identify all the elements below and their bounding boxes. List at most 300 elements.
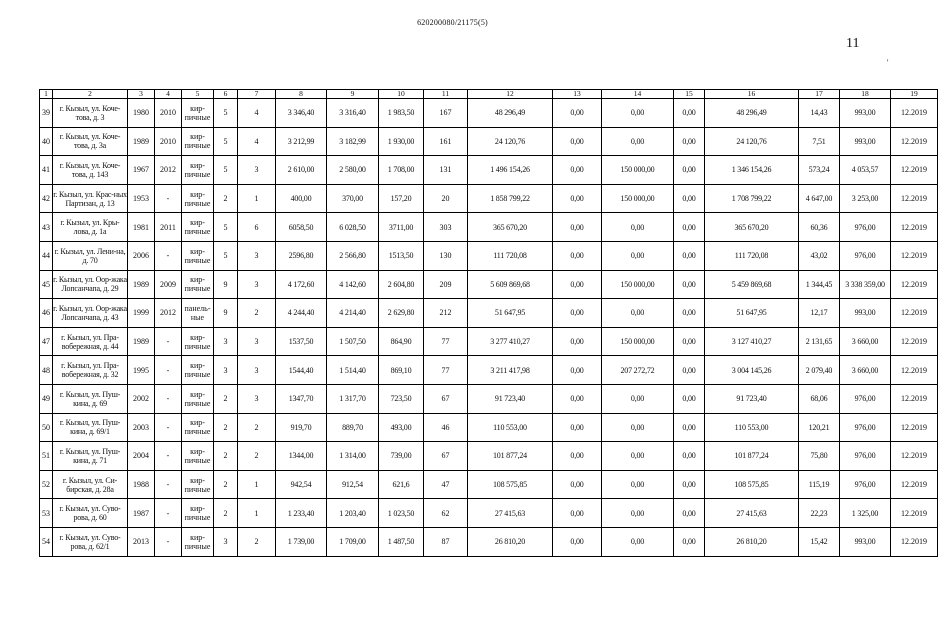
amount-col15-cell: 0,00	[674, 384, 705, 413]
table-row	[40, 356, 938, 385]
total-area-cell: 2 610,00	[276, 156, 327, 185]
year-col4-cell: 2010	[155, 99, 182, 128]
year-col4-cell: -	[155, 527, 182, 556]
amount-col16-cell: 111 720,08	[705, 241, 799, 270]
area-col10-cell: 864,90	[379, 327, 424, 356]
year-col4-cell: 2012	[155, 156, 182, 185]
amount-col16-cell: 3 004 145,26	[705, 356, 799, 385]
column-header-18: 18	[840, 90, 891, 99]
column-header-16: 16	[705, 90, 799, 99]
address-cell: г. Кызыл, ул. Лени-на, д. 70	[53, 241, 128, 270]
residents-cell: 67	[424, 442, 468, 471]
wall-material-cell: кир-пичные	[182, 213, 214, 242]
amount-col14-cell: 0,00	[602, 241, 674, 270]
residents-cell: 209	[424, 270, 468, 299]
year-built-cell: 1999	[128, 299, 155, 328]
total-area-cell: 4 172,60	[276, 270, 327, 299]
deadline-cell: 12.2019	[891, 299, 938, 328]
column-header-5: 5	[182, 90, 214, 99]
amount-col16-cell: 1 346 154,26	[705, 156, 799, 185]
table-row	[40, 213, 938, 242]
deadline-cell: 12.2019	[891, 442, 938, 471]
cost-total-cell: 110 553,00	[468, 413, 553, 442]
address-cell: г. Кызыл, ул. Си-бирская, д. 28а	[53, 470, 128, 499]
amount-col16-cell: 51 647,95	[705, 299, 799, 328]
wall-material-cell: кир-пичные	[182, 327, 214, 356]
amount-col17-cell: 573,24	[799, 156, 840, 185]
amount-col13-cell: 0,00	[553, 127, 602, 156]
column-header-6: 6	[214, 90, 238, 99]
address-cell: г. Кызыл, ул. Коче-това, д. 143	[53, 156, 128, 185]
residents-cell: 212	[424, 299, 468, 328]
amount-col18-cell: 3 338 359,00	[840, 270, 891, 299]
amount-col16-cell: 108 575,85	[705, 470, 799, 499]
amount-col15-cell: 0,00	[674, 356, 705, 385]
total-area-cell: 2596,80	[276, 241, 327, 270]
amount-col16-cell: 48 296,49	[705, 99, 799, 128]
amount-col18-cell: 976,00	[840, 241, 891, 270]
wall-material-cell: кир-пичные	[182, 184, 214, 213]
cost-total-cell: 3 277 410,27	[468, 327, 553, 356]
year-col4-cell: 2012	[155, 299, 182, 328]
amount-col18-cell: 993,00	[840, 127, 891, 156]
year-built-cell: 1981	[128, 213, 155, 242]
year-built-cell: 2006	[128, 241, 155, 270]
area-col9-cell: 1 709,00	[327, 527, 379, 556]
area-col10-cell: 739,00	[379, 442, 424, 471]
year-col4-cell: -	[155, 356, 182, 385]
amount-col18-cell: 993,00	[840, 527, 891, 556]
year-built-cell: 2003	[128, 413, 155, 442]
amount-col17-cell: 15,42	[799, 527, 840, 556]
header-row	[40, 90, 938, 99]
amount-col17-cell: 14,43	[799, 99, 840, 128]
wall-material-cell: кир-пичные	[182, 270, 214, 299]
deadline-cell: 12.2019	[891, 213, 938, 242]
floors-cell: 3	[214, 327, 238, 356]
entrances-cell: 4	[238, 127, 276, 156]
wall-material-cell: кир-пичные	[182, 527, 214, 556]
entrances-cell: 2	[238, 413, 276, 442]
column-header-14: 14	[602, 90, 674, 99]
amount-col13-cell: 0,00	[553, 270, 602, 299]
cost-total-cell: 26 810,20	[468, 527, 553, 556]
amount-col17-cell: 12,17	[799, 299, 840, 328]
row-number-cell: 40	[40, 127, 53, 156]
year-built-cell: 1953	[128, 184, 155, 213]
table-row	[40, 470, 938, 499]
entrances-cell: 3	[238, 270, 276, 299]
amount-col16-cell: 91 723,40	[705, 384, 799, 413]
column-header-9: 9	[327, 90, 379, 99]
amount-col17-cell: 115,19	[799, 470, 840, 499]
cost-total-cell: 1 858 799,22	[468, 184, 553, 213]
address-cell: г. Кызыл, ул. Пра-вобережная, д. 32	[53, 356, 128, 385]
row-number-cell: 45	[40, 270, 53, 299]
year-col4-cell: -	[155, 442, 182, 471]
amount-col15-cell: 0,00	[674, 442, 705, 471]
amount-col14-cell: 0,00	[602, 499, 674, 528]
amount-col16-cell: 26 810,20	[705, 527, 799, 556]
table-row	[40, 127, 938, 156]
floors-cell: 5	[214, 156, 238, 185]
amount-col13-cell: 0,00	[553, 499, 602, 528]
amount-col18-cell: 3 660,00	[840, 356, 891, 385]
entrances-cell: 1	[238, 184, 276, 213]
amount-col15-cell: 0,00	[674, 527, 705, 556]
address-cell: г. Кызыл, ул. Суво-рова, д. 60	[53, 499, 128, 528]
entrances-cell: 2	[238, 527, 276, 556]
total-area-cell: 3 212,99	[276, 127, 327, 156]
row-number-cell: 39	[40, 99, 53, 128]
area-col10-cell: 723,50	[379, 384, 424, 413]
floors-cell: 9	[214, 299, 238, 328]
wall-material-cell: кир-пичные	[182, 470, 214, 499]
total-area-cell: 1 233,40	[276, 499, 327, 528]
area-col9-cell: 1 203,40	[327, 499, 379, 528]
residents-cell: 77	[424, 356, 468, 385]
amount-col17-cell: 43,02	[799, 241, 840, 270]
residents-cell: 87	[424, 527, 468, 556]
area-col10-cell: 1513,50	[379, 241, 424, 270]
area-col9-cell: 3 182,99	[327, 127, 379, 156]
year-built-cell: 2004	[128, 442, 155, 471]
table-row	[40, 527, 938, 556]
area-col9-cell: 4 142,60	[327, 270, 379, 299]
year-built-cell: 2002	[128, 384, 155, 413]
row-number-cell: 52	[40, 470, 53, 499]
column-header-8: 8	[276, 90, 327, 99]
amount-col13-cell: 0,00	[553, 413, 602, 442]
year-col4-cell: 2009	[155, 270, 182, 299]
amount-col15-cell: 0,00	[674, 499, 705, 528]
entrances-cell: 3	[238, 327, 276, 356]
wall-material-cell: кир-пичные	[182, 499, 214, 528]
cost-total-cell: 5 609 869,68	[468, 270, 553, 299]
area-col9-cell: 370,00	[327, 184, 379, 213]
amount-col13-cell: 0,00	[553, 356, 602, 385]
wall-material-cell: кир-пичные	[182, 413, 214, 442]
address-cell: г. Кызыл, ул. Суво-рова, д. 62/1	[53, 527, 128, 556]
year-built-cell: 1995	[128, 356, 155, 385]
page-number: 11	[846, 36, 860, 51]
amount-col14-cell: 0,00	[602, 299, 674, 328]
floors-cell: 2	[214, 184, 238, 213]
amount-col14-cell: 150 000,00	[602, 156, 674, 185]
total-area-cell: 919,70	[276, 413, 327, 442]
area-col9-cell: 6 028,50	[327, 213, 379, 242]
amount-col15-cell: 0,00	[674, 413, 705, 442]
deadline-cell: 12.2019	[891, 241, 938, 270]
amount-col13-cell: 0,00	[553, 442, 602, 471]
floors-cell: 3	[214, 527, 238, 556]
area-col10-cell: 1 983,50	[379, 99, 424, 128]
amount-col18-cell: 976,00	[840, 384, 891, 413]
address-cell: г. Кызыл, ул. Коче-това, д. 3	[53, 99, 128, 128]
area-col9-cell: 1 507,50	[327, 327, 379, 356]
wall-material-cell: кир-пичные	[182, 356, 214, 385]
area-col10-cell: 1 930,00	[379, 127, 424, 156]
floors-cell: 5	[214, 241, 238, 270]
table-row	[40, 241, 938, 270]
wall-material-cell: кир-пичные	[182, 127, 214, 156]
year-built-cell: 1989	[128, 127, 155, 156]
year-built-cell: 1987	[128, 499, 155, 528]
area-col10-cell: 493,00	[379, 413, 424, 442]
deadline-cell: 12.2019	[891, 327, 938, 356]
cost-total-cell: 24 120,76	[468, 127, 553, 156]
amount-col18-cell: 1 325,00	[840, 499, 891, 528]
year-built-cell: 1967	[128, 156, 155, 185]
residents-cell: 131	[424, 156, 468, 185]
amount-col16-cell: 27 415,63	[705, 499, 799, 528]
area-col9-cell: 1 317,70	[327, 384, 379, 413]
amount-col15-cell: 0,00	[674, 470, 705, 499]
floors-cell: 5	[214, 213, 238, 242]
entrances-cell: 3	[238, 356, 276, 385]
row-number-cell: 43	[40, 213, 53, 242]
cost-total-cell: 108 575,85	[468, 470, 553, 499]
deadline-cell: 12.2019	[891, 156, 938, 185]
area-col9-cell: 912,54	[327, 470, 379, 499]
floors-cell: 5	[214, 99, 238, 128]
row-number-cell: 54	[40, 527, 53, 556]
address-cell: г. Кызыл, ул. Коче-това, д. 3а	[53, 127, 128, 156]
table-row	[40, 327, 938, 356]
deadline-cell: 12.2019	[891, 356, 938, 385]
table-row	[40, 384, 938, 413]
column-header-13: 13	[553, 90, 602, 99]
row-number-cell: 46	[40, 299, 53, 328]
cost-total-cell: 48 296,49	[468, 99, 553, 128]
area-col9-cell: 2 566,80	[327, 241, 379, 270]
area-col10-cell: 621,6	[379, 470, 424, 499]
year-col4-cell: 2011	[155, 213, 182, 242]
total-area-cell: 942,54	[276, 470, 327, 499]
amount-col18-cell: 976,00	[840, 213, 891, 242]
amount-col15-cell: 0,00	[674, 213, 705, 242]
amount-col14-cell: 0,00	[602, 213, 674, 242]
amount-col17-cell: 7,51	[799, 127, 840, 156]
year-col4-cell: -	[155, 184, 182, 213]
address-cell: г. Кызыл, ул. Кры-лова, д. 1а	[53, 213, 128, 242]
entrances-cell: 6	[238, 213, 276, 242]
amount-col15-cell: 0,00	[674, 99, 705, 128]
year-built-cell: 1989	[128, 270, 155, 299]
area-col10-cell: 1 708,00	[379, 156, 424, 185]
row-number-cell: 51	[40, 442, 53, 471]
amount-col14-cell: 0,00	[602, 470, 674, 499]
area-col10-cell: 157,20	[379, 184, 424, 213]
area-col10-cell: 869,10	[379, 356, 424, 385]
wall-material-cell: кир-пичные	[182, 99, 214, 128]
amount-col16-cell: 24 120,76	[705, 127, 799, 156]
floors-cell: 2	[214, 413, 238, 442]
area-col10-cell: 1 487,50	[379, 527, 424, 556]
amount-col17-cell: 1 344,45	[799, 270, 840, 299]
wall-material-cell: панель-ные	[182, 299, 214, 328]
cost-total-cell: 365 670,20	[468, 213, 553, 242]
document-id: 620200080/21175(5)	[417, 18, 488, 27]
entrances-cell: 2	[238, 442, 276, 471]
amount-col18-cell: 976,00	[840, 442, 891, 471]
column-header-17: 17	[799, 90, 840, 99]
amount-col16-cell: 365 670,20	[705, 213, 799, 242]
area-col9-cell: 2 580,00	[327, 156, 379, 185]
amount-col14-cell: 0,00	[602, 384, 674, 413]
address-cell: г. Кызыл, ул. Пра-вобережная, д. 44	[53, 327, 128, 356]
total-area-cell: 400,00	[276, 184, 327, 213]
address-cell: г. Кызыл, ул. Оор-жака Лопсанчапа, д. 43	[53, 299, 128, 328]
deadline-cell: 12.2019	[891, 99, 938, 128]
area-col10-cell: 1 023,50	[379, 499, 424, 528]
year-col4-cell: -	[155, 413, 182, 442]
total-area-cell: 1344,00	[276, 442, 327, 471]
amount-col14-cell: 150 000,00	[602, 270, 674, 299]
cost-total-cell: 101 877,24	[468, 442, 553, 471]
column-header-15: 15	[674, 90, 705, 99]
amount-col17-cell: 4 647,00	[799, 184, 840, 213]
amount-col16-cell: 1 708 799,22	[705, 184, 799, 213]
amount-col15-cell: 0,00	[674, 184, 705, 213]
column-header-3: 3	[128, 90, 155, 99]
total-area-cell: 1 739,00	[276, 527, 327, 556]
total-area-cell: 1347,70	[276, 384, 327, 413]
housing-table	[39, 89, 938, 557]
amount-col13-cell: 0,00	[553, 327, 602, 356]
total-area-cell: 1544,40	[276, 356, 327, 385]
table-row	[40, 156, 938, 185]
cost-total-cell: 1 496 154,26	[468, 156, 553, 185]
table-body	[40, 99, 938, 557]
floors-cell: 2	[214, 499, 238, 528]
amount-col18-cell: 3 660,00	[840, 327, 891, 356]
amount-col13-cell: 0,00	[553, 299, 602, 328]
floors-cell: 2	[214, 470, 238, 499]
amount-col15-cell: 0,00	[674, 327, 705, 356]
floors-cell: 2	[214, 442, 238, 471]
amount-col13-cell: 0,00	[553, 184, 602, 213]
amount-col18-cell: 993,00	[840, 99, 891, 128]
entrances-cell: 1	[238, 470, 276, 499]
amount-col17-cell: 22,23	[799, 499, 840, 528]
year-col4-cell: -	[155, 470, 182, 499]
residents-cell: 161	[424, 127, 468, 156]
deadline-cell: 12.2019	[891, 127, 938, 156]
scan-mark: '	[887, 58, 889, 67]
year-built-cell: 1980	[128, 99, 155, 128]
column-header-10: 10	[379, 90, 424, 99]
table-header	[40, 90, 938, 99]
residents-cell: 303	[424, 213, 468, 242]
amount-col13-cell: 0,00	[553, 384, 602, 413]
amount-col15-cell: 0,00	[674, 270, 705, 299]
column-header-2: 2	[53, 90, 128, 99]
floors-cell: 3	[214, 356, 238, 385]
row-number-cell: 53	[40, 499, 53, 528]
amount-col13-cell: 0,00	[553, 470, 602, 499]
cost-total-cell: 27 415,63	[468, 499, 553, 528]
amount-col18-cell: 976,00	[840, 413, 891, 442]
amount-col14-cell: 150 000,00	[602, 327, 674, 356]
amount-col17-cell: 2 079,40	[799, 356, 840, 385]
table-row	[40, 99, 938, 128]
entrances-cell: 1	[238, 499, 276, 528]
entrances-cell: 2	[238, 299, 276, 328]
wall-material-cell: кир-пичные	[182, 384, 214, 413]
address-cell: г. Кызыл, ул. Крас-ных Партизан, д. 13	[53, 184, 128, 213]
residents-cell: 62	[424, 499, 468, 528]
residents-cell: 46	[424, 413, 468, 442]
row-number-cell: 49	[40, 384, 53, 413]
residents-cell: 130	[424, 241, 468, 270]
total-area-cell: 6058,50	[276, 213, 327, 242]
amount-col15-cell: 0,00	[674, 156, 705, 185]
amount-col14-cell: 0,00	[602, 99, 674, 128]
amount-col17-cell: 68,06	[799, 384, 840, 413]
floors-cell: 2	[214, 384, 238, 413]
entrances-cell: 3	[238, 241, 276, 270]
table-row	[40, 499, 938, 528]
amount-col14-cell: 0,00	[602, 442, 674, 471]
amount-col13-cell: 0,00	[553, 99, 602, 128]
amount-col16-cell: 110 553,00	[705, 413, 799, 442]
address-cell: г. Кызыл, ул. Пуш-кина, д. 71	[53, 442, 128, 471]
deadline-cell: 12.2019	[891, 499, 938, 528]
residents-cell: 167	[424, 99, 468, 128]
amount-col16-cell: 101 877,24	[705, 442, 799, 471]
column-header-4: 4	[155, 90, 182, 99]
deadline-cell: 12.2019	[891, 413, 938, 442]
row-number-cell: 42	[40, 184, 53, 213]
year-col4-cell: -	[155, 327, 182, 356]
column-header-11: 11	[424, 90, 468, 99]
cost-total-cell: 91 723,40	[468, 384, 553, 413]
wall-material-cell: кир-пичные	[182, 241, 214, 270]
entrances-cell: 3	[238, 156, 276, 185]
deadline-cell: 12.2019	[891, 384, 938, 413]
table-row	[40, 184, 938, 213]
entrances-cell: 4	[238, 99, 276, 128]
floors-cell: 9	[214, 270, 238, 299]
total-area-cell: 1537,50	[276, 327, 327, 356]
column-header-12: 12	[468, 90, 553, 99]
residents-cell: 47	[424, 470, 468, 499]
column-header-1: 1	[40, 90, 53, 99]
table-row	[40, 442, 938, 471]
amount-col17-cell: 60,36	[799, 213, 840, 242]
amount-col13-cell: 0,00	[553, 527, 602, 556]
amount-col13-cell: 0,00	[553, 213, 602, 242]
deadline-cell: 12.2019	[891, 470, 938, 499]
year-built-cell: 2013	[128, 527, 155, 556]
table-row	[40, 299, 938, 328]
year-built-cell: 1989	[128, 327, 155, 356]
year-col4-cell: -	[155, 384, 182, 413]
year-built-cell: 1988	[128, 470, 155, 499]
floors-cell: 5	[214, 127, 238, 156]
area-col10-cell: 2 604,80	[379, 270, 424, 299]
cost-total-cell: 111 720,08	[468, 241, 553, 270]
amount-col18-cell: 976,00	[840, 470, 891, 499]
amount-col15-cell: 0,00	[674, 299, 705, 328]
area-col9-cell: 3 316,40	[327, 99, 379, 128]
amount-col13-cell: 0,00	[553, 156, 602, 185]
year-col4-cell: 2010	[155, 127, 182, 156]
row-number-cell: 47	[40, 327, 53, 356]
amount-col15-cell: 0,00	[674, 241, 705, 270]
amount-col13-cell: 0,00	[553, 241, 602, 270]
